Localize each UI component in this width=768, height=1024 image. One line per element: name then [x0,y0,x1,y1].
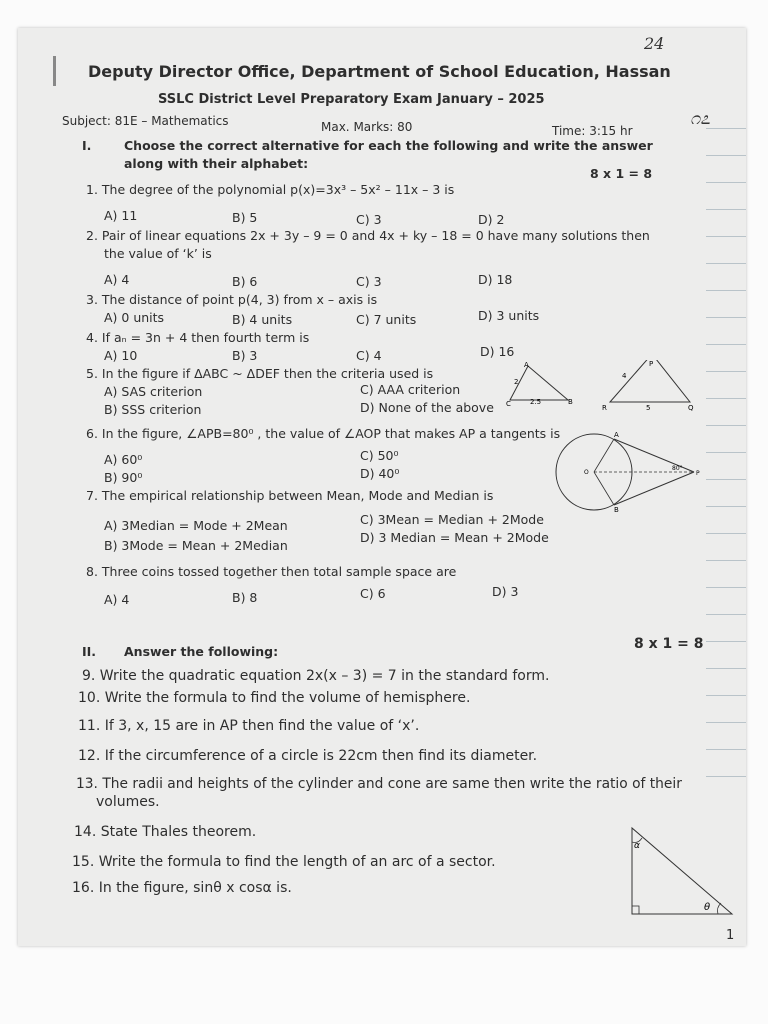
question-10: 10. Write the formula to find the volume of hemisphere. [78,690,471,706]
q7-option-c: C) 3Mean = Median + 2Mode [360,512,544,527]
page-number: 1 [726,928,735,943]
label-q: Q [688,404,694,412]
notebook-lines [706,128,746,828]
section1-marks: 8 x 1 = 8 [590,166,653,181]
section1-number: I. [82,138,92,153]
question-13: 13. The radii and heights of the cylinder and cone are same then write the ratio of their [76,776,682,792]
label-o: O [584,469,589,476]
similar-triangles-figure [506,360,706,420]
q5-option-a: A) SAS criterion [104,384,203,399]
q2-option-c: C) 3 [356,274,382,289]
label-side-rq: 5 [646,404,651,412]
q2-option-d: D) 18 [478,272,513,287]
q5-option-d: D) None of the above [360,400,494,415]
q1-option-b: B) 5 [232,210,258,225]
q6-option-b: B) 90⁰ [104,470,143,485]
q5-option-b: B) SSS criterion [104,402,202,417]
q2-option-b: B) 6 [232,274,258,289]
question-6: 6. In the figure, ∠APB=80⁰ , the value of ∠AOP that makes AP a tangents is [86,426,561,441]
label-angle: 80° [672,465,683,472]
office-title: Deputy Director Office, Department of School Education, Hassan [88,62,671,81]
side-mark: ೧೭ [690,108,711,129]
q4-option-c: C) 4 [356,348,382,363]
section1-instruction-1: Choose the correct alternative for each the following and write the answer [124,138,653,153]
q6-option-c: C) 50⁰ [360,448,399,463]
q2-option-a: A) 4 [104,272,130,287]
q4-option-a: A) 10 [104,348,138,363]
label-a: A [614,432,619,439]
section2-title: Answer the following: [124,644,279,659]
margin-mark [53,56,56,86]
section2-marks: 8 x 1 = 8 [634,636,704,652]
question-4: 4. If aₙ = 3n + 4 then fourth term is [86,330,310,345]
q1-option-d: D) 2 [478,212,505,227]
question-11: 11. If 3, x, 15 are in AP then find the value of ‘x’. [78,718,420,734]
question-7: 7. The empirical relationship between Mean, Mode and Median is [86,488,494,503]
question-9: 9. Write the quadratic equation 2x(x – 3) = 7 in the standard form. [82,668,550,684]
q1-option-a: A) 11 [104,208,138,223]
q8-option-c: C) 6 [360,586,386,601]
question-16: 16. In the figure, sinθ x cosα is. [72,880,292,896]
label-b: B [614,506,619,512]
q6-option-a: A) 60⁰ [104,452,143,467]
q8-option-a: A) 4 [104,592,130,607]
tangent-circle-figure [554,432,704,512]
exam-title: SSLC District Level Preparatory Exam January – 2025 [158,92,545,107]
q1-option-c: C) 3 [356,212,382,227]
q4-option-b: B) 3 [232,348,258,363]
q7-option-a: A) 3Median = Mode + 2Mean [104,518,288,533]
q7-option-d: D) 3 Median = Mean + 2Mode [360,530,549,545]
question-5: 5. In the figure if ΔABC ~ ΔDEF then the criteria used is [86,366,434,381]
label-side-rp: 4 [622,372,627,380]
question-1: 1. The degree of the polynomial p(x)=3x³ – 5x² – 11x – 3 is [86,182,455,197]
q3-option-d: D) 3 units [478,308,540,323]
time: Time: 3:15 hr [552,124,633,138]
label-c: C [506,400,511,408]
q8-option-b: B) 8 [232,590,258,605]
section2-number: II. [82,644,97,659]
question-2: 2. Pair of linear equations 2x + 3y – 9 = 0 and 4x + ky – 18 = 0 have many solutions then [86,228,650,243]
q5-option-c: C) AAA criterion [360,382,461,397]
label-r: R [602,404,607,412]
q3-option-c: C) 7 units [356,312,417,327]
label-side-ca: 2 [514,378,519,386]
label-side-cb: 2.5 [530,398,542,406]
question-15: 15. Write the formula to find the length of an arc of a sector. [72,854,496,870]
max-marks: Max. Marks: 80 [321,120,413,134]
label-a: A [524,361,529,369]
label-theta: θ [704,902,711,913]
question-12: 12. If the circumference of a circle is 22cm then find its diameter. [78,748,538,764]
question-13-cont: volumes. [96,794,160,810]
exam-paper [18,28,746,946]
q8-option-d: D) 3 [492,584,519,599]
label-p: P [649,360,654,368]
q6-option-d: D) 40⁰ [360,466,400,481]
question-8: 8. Three coins tossed together then total sample space are [86,564,457,579]
q4-option-d: D) 16 [480,344,515,359]
right-triangle-figure [622,824,742,920]
q7-option-b: B) 3Mode = Mean + 2Median [104,538,288,553]
question-14: 14. State Thales theorem. [74,824,257,840]
subject: Subject: 81E – Mathematics [62,114,229,128]
label-alpha: α [634,841,640,851]
question-3: 3. The distance of point p(4, 3) from x – axis is [86,292,378,307]
label-b: B [568,398,573,406]
label-p: P [696,470,700,477]
section1-instruction-2: along with their alphabet: [124,156,309,171]
q3-option-a: A) 0 units [104,310,165,325]
question-2-cont: the value of ‘k’ is [104,246,212,261]
q3-option-b: B) 4 units [232,312,293,327]
handwritten-page-number: 24 [644,34,665,53]
